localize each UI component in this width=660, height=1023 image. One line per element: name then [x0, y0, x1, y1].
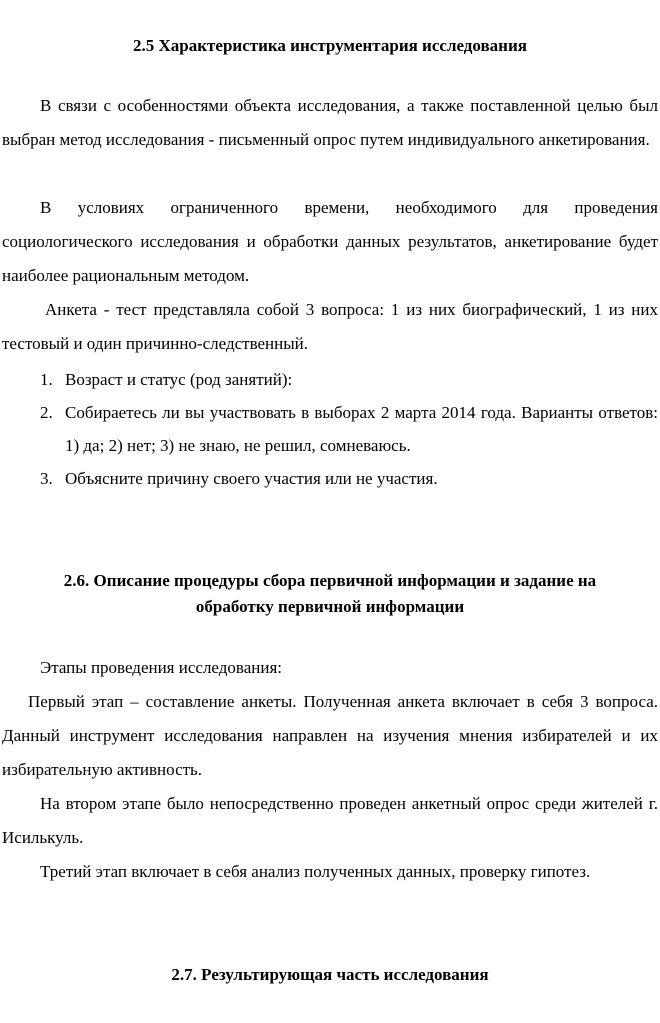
section-2-5-paragraph-2: В условиях ограниченного времени, необходимого для проведения социологического исследования и обработки данных результатов, анкетирование будет наиболее рациональным методом.: [2, 198, 658, 285]
section-2-5-heading: 2.5 Характеристика инструментария исследования: [133, 36, 527, 55]
section-2-6-paragraph-4: Третий этап включает в себя анализ полученных данных, проверку гипотез.: [40, 862, 591, 881]
list-item: [0, 462, 660, 495]
questionnaire-question-list: [0, 363, 660, 495]
list-item-number: 3.: [40, 469, 53, 488]
section-2-5-paragraph-1: В связи с особенностями объекта исследования, а также поставленной целью был выбран метод исследования - письменный опрос путем индивидуального анкетирования.: [2, 96, 658, 149]
section-2-7-heading: 2.7. Результирующая часть исследования: [171, 965, 489, 984]
section-2-6-heading-line-2: обработку первичной информации: [195, 597, 465, 616]
list-item-text: Возраст и статус (род занятий):: [65, 370, 293, 389]
list-item-number: 2.: [40, 403, 53, 422]
list-item-number: 1.: [40, 370, 53, 389]
list-item-text: Объясните причину своего участия или не участия.: [65, 469, 438, 488]
list-item-text: Собираетесь ли вы участвовать в выборах 2 марта 2014 года. Варианты ответов: 1) да; 2) нет; 3) не знаю, не решил, сомневаюсь.: [65, 403, 658, 455]
section-2-6-paragraph-2: Первый этап – составление анкеты. Полученная анкета включает в себя 3 вопроса. Данный инструмент исследования направлен на изучения мнения избирателей и их избирательную активность.: [2, 692, 658, 779]
section-2-6-heading-line-1: 2.6. Описание процедуры сбора первичной информации и задание на: [63, 571, 597, 590]
list-item: [0, 396, 660, 462]
list-item: [0, 363, 660, 396]
section-2-6-paragraph-1: Этапы проведения исследования:: [40, 658, 282, 677]
section-2-6-paragraph-3: На втором этапе было непосредственно проведен анкетный опрос среди жителей г. Исилькуль.: [2, 794, 658, 847]
section-2-5-paragraph-3: Анкета - тест представляла собой 3 вопроса: 1 из них биографический, 1 из них тестовый и один причинно-следственный.: [2, 300, 658, 353]
